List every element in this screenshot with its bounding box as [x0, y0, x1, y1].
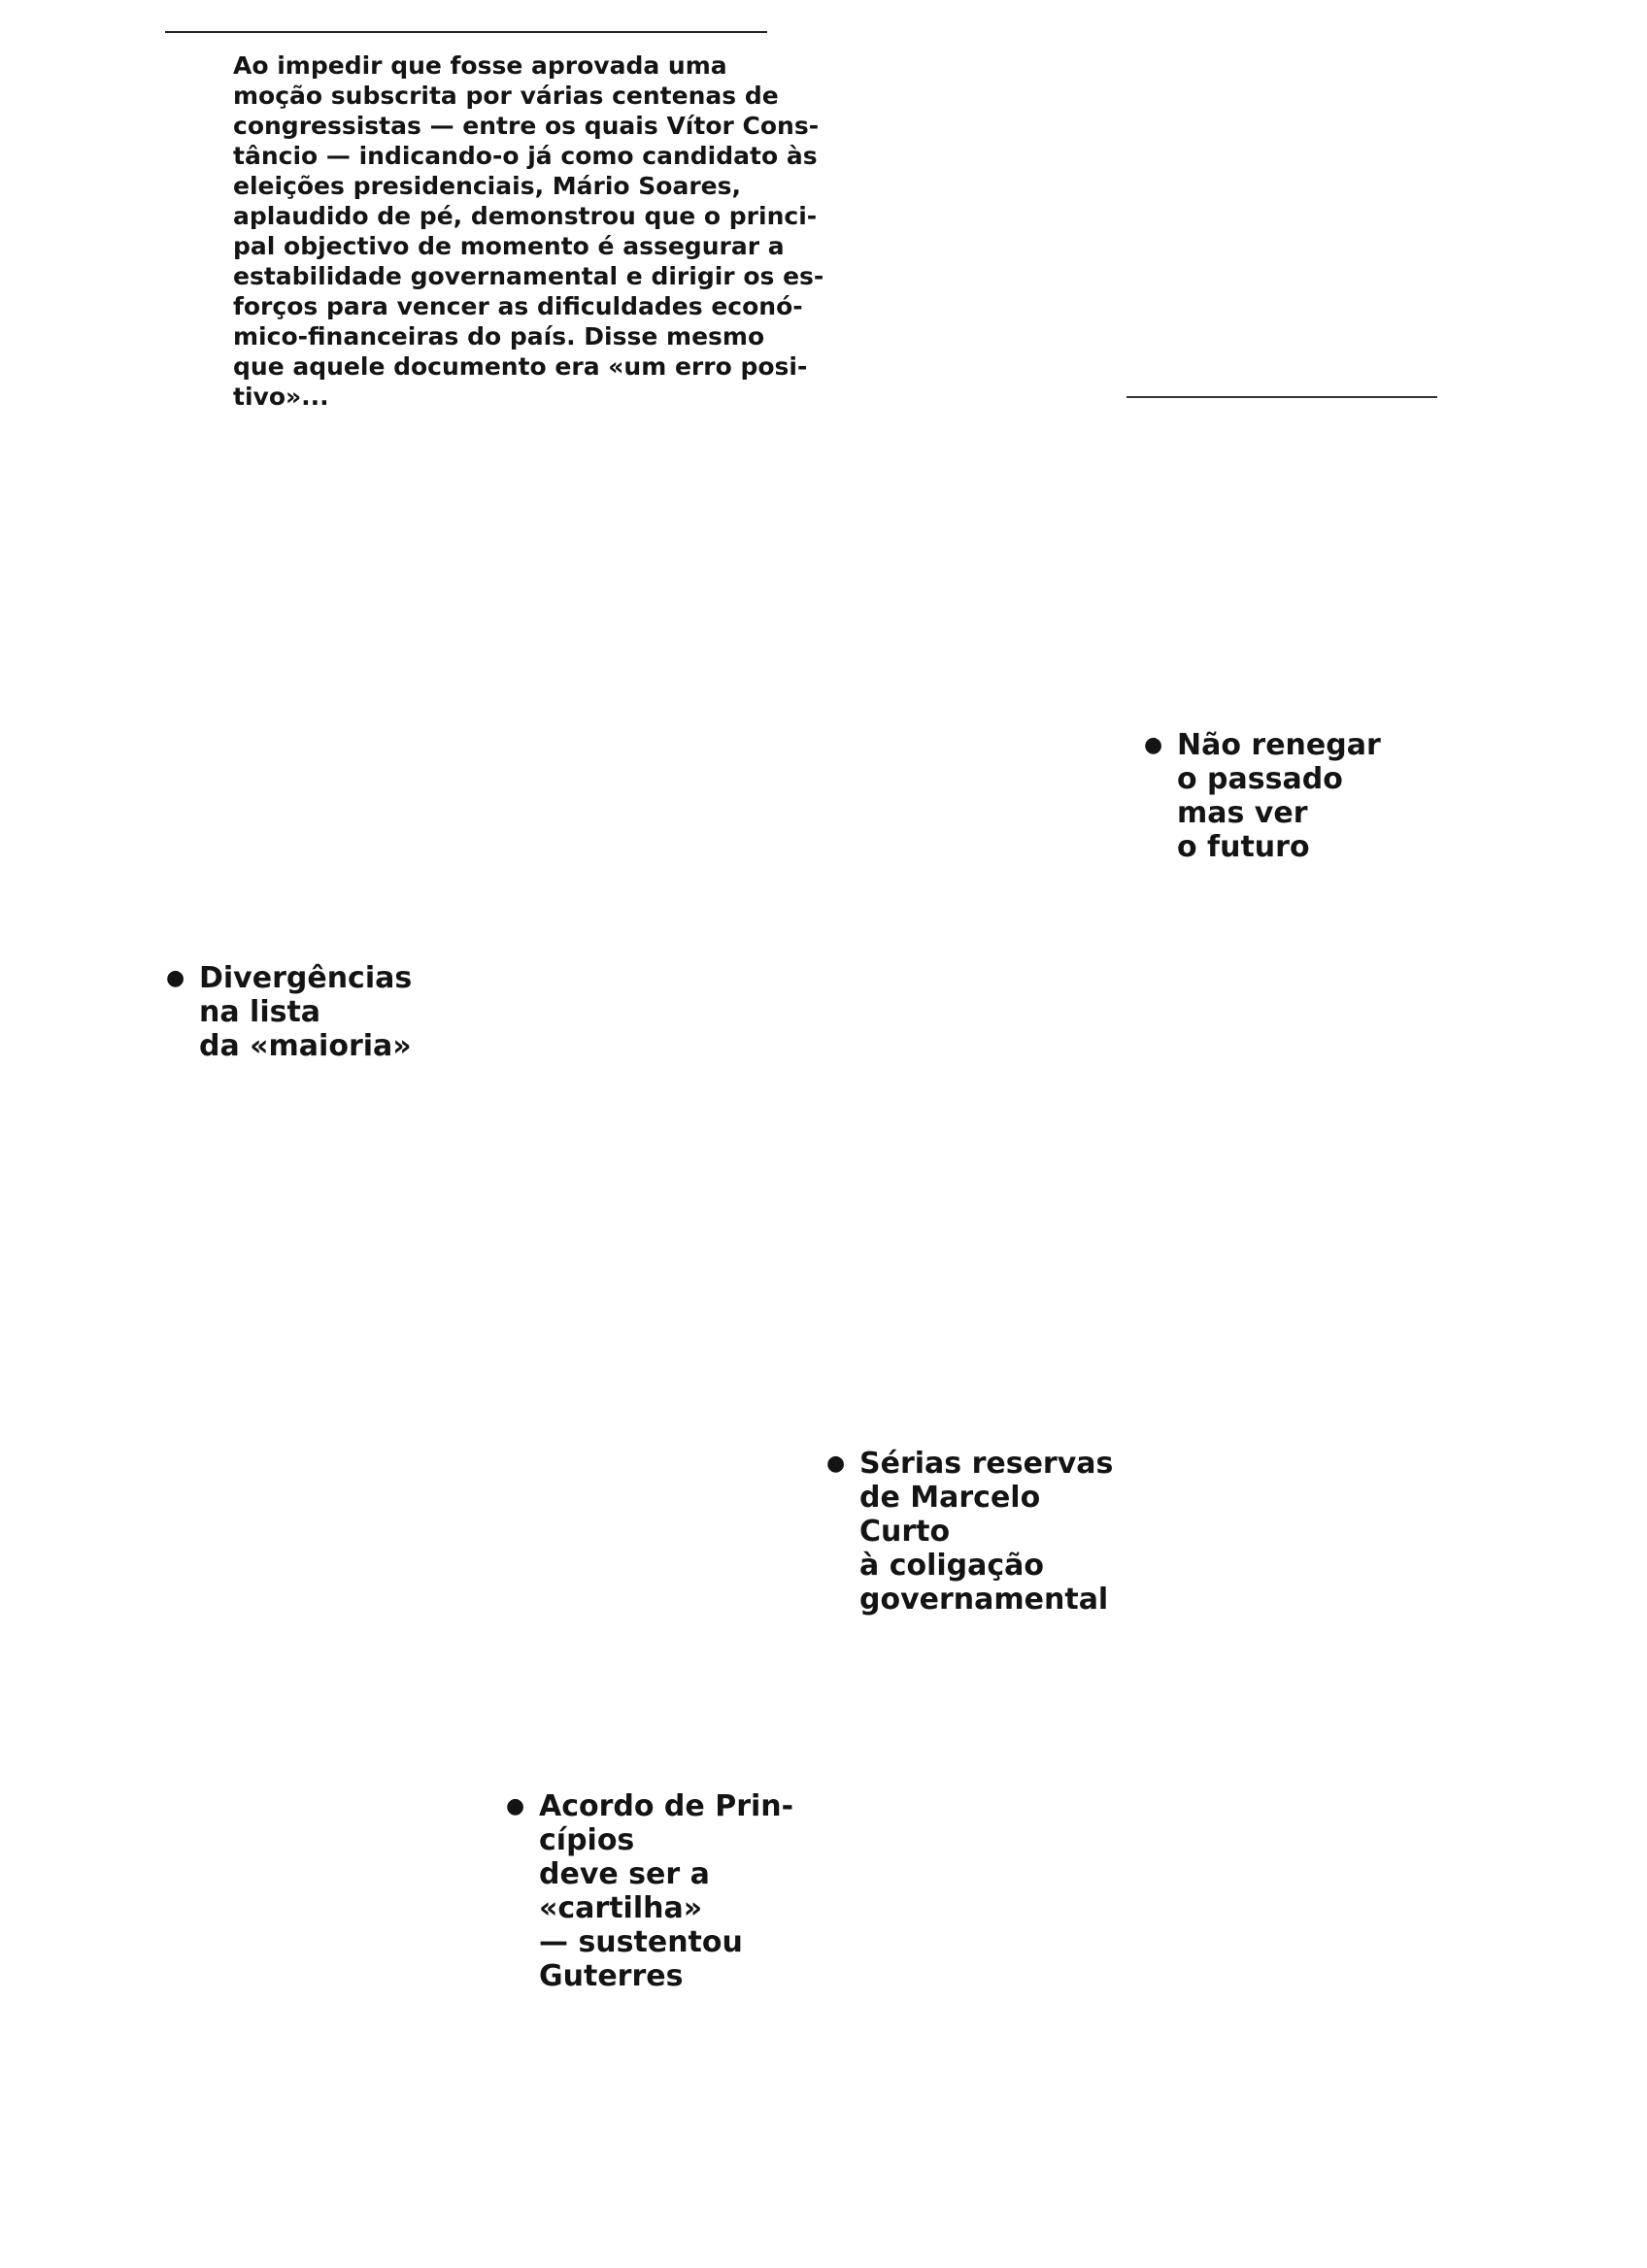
lead-paragraph: [233, 50, 824, 412]
subhead-acordo: ● Acordo de Prin- cípios deve ser a «cartilha» — sustentou Guterres: [506, 1789, 794, 1993]
bullet-icon: ●: [826, 1451, 846, 1476]
lead-line: tâncio — indicando-o já como candidato às: [233, 142, 818, 170]
lead-line: forços para vencer as dificuldades econó-: [233, 292, 803, 320]
subhead-divergencias: ● Divergências na lista da «maioria»: [166, 961, 413, 1063]
subhead-serias-reservas: ● Sérias reservas de Marcelo Curto à coligação governamental: [826, 1447, 1114, 1617]
lead-line: tivo»...: [233, 383, 329, 411]
bullet-icon: ●: [506, 1794, 525, 1818]
column-4: [1126, 396, 1437, 406]
lead-line: moção subscrita por várias centenas de: [233, 82, 779, 110]
column-rule: [1126, 396, 1437, 398]
subhead-nao-renegar: ● Não renegar o passado mas ver o futuro: [1144, 728, 1381, 864]
bullet-icon: ●: [166, 966, 185, 990]
lead-line: mico-financeiras do país. Disse mesmo: [233, 322, 765, 350]
lead-line: estabilidade governamental e dirigir os es-: [233, 262, 824, 290]
lead-line: aplaudido de pé, demonstrou que o princi-: [233, 202, 818, 230]
lead-line: Ao impedir que fosse aprovada uma: [233, 51, 727, 80]
lead-line: pal objectivo de momento é assegurar a: [233, 232, 785, 260]
top-rule: [165, 31, 767, 33]
lead-line: eleições presidenciais, Mário Soares,: [233, 172, 742, 200]
lead-line: que aquele documento era «um erro posi-: [233, 352, 808, 381]
bullet-icon: ●: [1144, 733, 1163, 757]
lead-line: congressistas — entre os quais Vítor Cons-: [233, 112, 820, 140]
